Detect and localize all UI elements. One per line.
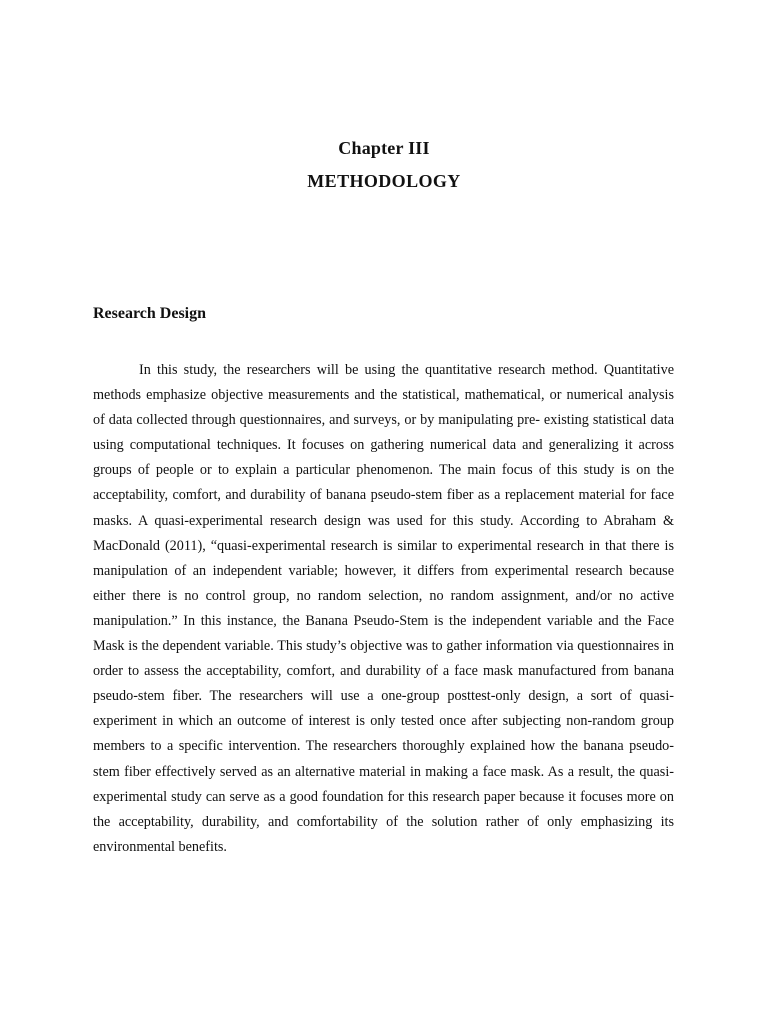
chapter-heading	[0, 136, 768, 193]
chapter-title: METHODOLOGY	[307, 171, 461, 191]
chapter-number: Chapter III	[338, 138, 430, 158]
body-paragraph: In this study, the researchers will be using the quantitative research method. Quantitative methods emphasize objective measurements and the statistical, mathematical, or numerical analysis of data collected through questionnaires, and surveys, or by manipulating pre- existing statistical data using computational techniques. It focuses on gathering numerical data and generalizing it across groups of people or to explain a particular phenomenon. The main focus of this study is on the acceptability, comfort, and durability of banana pseudo-stem fiber as a replacement material for face masks. A quasi-experimental research design was used for this study. According to Abraham & MacDonald (2011), “quasi-experimental research is similar to experimental research in that there is manipulation of an independent variable; however, it differs from experimental research because either there is no control group, no random selection, no random assignment, and/or no active manipulation.” In this instance, the Banana Pseudo-Stem is the independent variable and the Face Mask is the dependent variable. This study’s objective was to gather information via questionnaires in order to assess the acceptability, comfort, and durability of a face mask manufactured from banana pseudo-stem fiber. The researchers will use a one-group posttest-only design, a sort of quasi-experiment in which an outcome of interest is only tested once after subjecting non-random group members to a specific intervention. The researchers thoroughly explained how the banana pseudo-stem fiber effectively served as an alternative material in making a face mask. As a result, the quasi-experimental study can serve as a good foundation for this research paper because it focuses more on the acceptability, durability, and comfortability of the solution rather of only emphasizing its environmental benefits.	[93, 362, 674, 855]
section-heading: Research Design	[93, 305, 207, 322]
